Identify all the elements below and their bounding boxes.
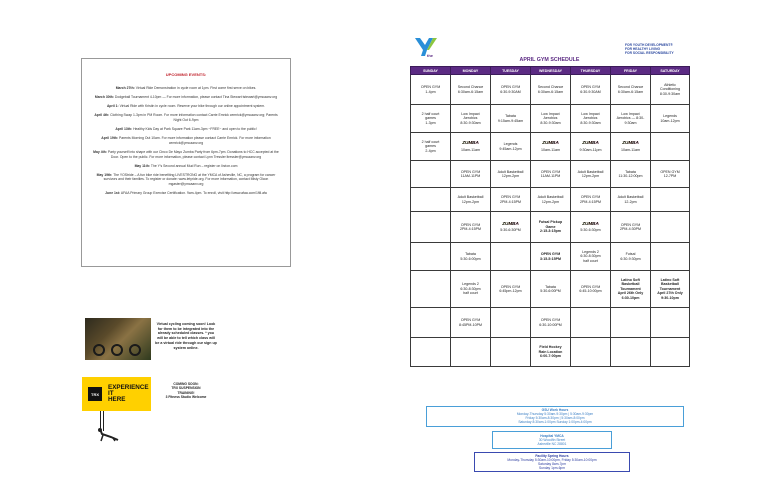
schedule-cell: Adult Basketball 12pm-2pm: [451, 188, 491, 212]
schedule-cell: Adult Basketball 12pm-2pm: [531, 188, 571, 212]
event-item: April 1: Virtual Ride with Kristin in cycle room. Reserve your bike through our online appointment system.: [106, 103, 266, 108]
schedule-row: [411, 75, 690, 105]
events-list: [90, 86, 282, 196]
schedule-cell: Athletic Conditioning 8:30-9:30am: [651, 75, 690, 105]
schedule-cell: Legends 2 6:30-8:30pm half court: [571, 243, 611, 271]
schedule-cell: [611, 338, 651, 367]
schedule-cell: OPEN GYM 12-7PM: [651, 161, 690, 188]
schedule-cell: OPEN GYM 6:30-10:00PM: [531, 308, 571, 338]
schedule-cell: [611, 308, 651, 338]
schedule-cell: 2 half court games 1-3pm: [411, 105, 451, 133]
schedule-cell: Legends 2 6:30-8:30pm half court: [451, 271, 491, 308]
schedule-cell: ZUMBA 5:30-6:30pm: [571, 212, 611, 243]
schedule-row: [411, 271, 690, 308]
schedule-cell: Tabata 9:15am-9:45am: [491, 105, 531, 133]
schedule-cell: [411, 161, 451, 188]
schedule-cell: [651, 188, 690, 212]
schedule-cell: Latino Soft Basketball Tournament April 26th Only 6:30-10pm: [611, 271, 651, 308]
zumba-logo-icon: ZUMBA: [542, 140, 559, 146]
schedule-cell: [411, 338, 451, 367]
schedule-row: [411, 161, 690, 188]
event-item: April 4th: Clothing Swap 1-3pm in PM Room. For more information contact Carrie Emrick cemrick@ymcaanv.org; Parents Night Out 6-9pm: [94, 113, 278, 122]
schedule-cell: Low Impact Aerobics 8:30-9:30am: [531, 105, 571, 133]
trx-text: COMING SOON: TRX SUSPENSION TRAINING! 3 Fitness Studio Welcome: [165, 382, 207, 399]
schedule-title: APRIL GYM SCHEDULE: [519, 57, 580, 63]
schedule-cell: Legends 9:45am-12pm: [491, 133, 531, 161]
schedule-cell: OPEN GYM 8:45PM-10PM: [451, 308, 491, 338]
zumba-logo-icon: ZUMBA: [582, 140, 599, 146]
schedule-cell: OPEN GYM 6:30-9:30AM: [491, 75, 531, 105]
schedule-cell: OPEN GYM 2PM-4:15PM: [451, 212, 491, 243]
schedule-cell: Adult Basketball 12pm-2pm: [491, 161, 531, 188]
zumba-logo-icon: ZUMBA: [502, 220, 519, 226]
schedule-cell: ZUMBA 10am-11am: [451, 133, 491, 161]
schedule-cell: Second Chance 6:30am-6:15am: [531, 75, 571, 105]
day-header: SATURDAY: [651, 67, 690, 75]
zumba-logo-icon: ZUMBA: [622, 140, 639, 146]
schedule-cell: OPEN GYM 11AM-11PM: [531, 161, 571, 188]
schedule-cell: OPEN GYM 6:45pm-12pm: [491, 271, 531, 308]
schedule-cell: Low Impact Aerobics 8:30-9:30am: [571, 105, 611, 133]
schedule-row: [411, 188, 690, 212]
schedule-cell: Latino Soft Basketball Tournament April 27th Only 9:30-10pm: [651, 271, 690, 308]
schedule-cell: OPEN GYM 2PM-4:15PM: [571, 188, 611, 212]
schedule-cell: Field Hockey Rain Location 6:00-7:00pm: [531, 338, 571, 367]
spring-hours-box: Facility Spring Hours Monday-Thursday 5:30am-10:00pm, Friday 5:30am-10:00pm Saturday 8am-7pm Sunday 1pm-6pm: [474, 452, 630, 472]
cycling-text: Virtual cycling coming soon! Look for them to be integrated into the already scheduled classes. * you will be able to tell which class will be a virtual ride through our sign up system online.: [155, 322, 217, 350]
schedule-cell: Tabata 5:30-6:00PM: [531, 271, 571, 308]
upcoming-events-panel: [81, 58, 291, 267]
schedule-cell: [411, 212, 451, 243]
gym-schedule-table: [410, 66, 690, 367]
schedule-cell: [571, 308, 611, 338]
schedule-cell: OPEN GYM 2PM-4:15PM: [491, 188, 531, 212]
trx-person-icon: [95, 428, 121, 442]
schedule-cell: Adult Basketball 12pm-2pm: [571, 161, 611, 188]
schedule-cell: OPEN GYM 6:45-10:00pm: [571, 271, 611, 308]
schedule-cell: Adult Basketball 12-2pm: [611, 188, 651, 212]
schedule-cell: Low Impact Aerobics 8:30-9:30am: [451, 105, 491, 133]
schedule-cell: ZUMBA 9:30am-11pm: [571, 133, 611, 161]
schedule-cell: [411, 308, 451, 338]
gsu-hours-box: GSU Work Hours Monday-Thursday 5:30am-9:30pm | 5:30am-9:30pm Friday 5:30am-8:30pm | 5:30am-8:00pm Saturday 8:30am-1:00pm Sunday 1:00pm-4:00pm: [426, 406, 684, 427]
ymca-tagline: FOR YOUTH DEVELOPMENT® FOR HEALTHY LIVING FOR SOCIAL RESPONSIBILITY: [625, 43, 674, 56]
event-item: June 1st: AFAA Primary Group Exercise Certification. 9am-4pm. To enroll, visit http://www.afaa.com/1fill.afa: [105, 191, 267, 196]
schedule-row: [411, 243, 690, 271]
event-item: April 13th: Healthy Kids Day at Park Square Park 11am-3pm ~FREE~ and open to the public!: [115, 126, 257, 131]
day-header: THURSDAY: [571, 67, 611, 75]
trx-logo: TRX: [88, 387, 102, 401]
event-item: March 27th: Virtual Ride Demonstration in cycle room at 1pm. First come first serve on bikes.: [115, 85, 257, 90]
day-header: WEDNESDAY: [531, 67, 571, 75]
schedule-cell: OPEN GYM 11AM-11PM: [451, 161, 491, 188]
schedule-cell: [411, 188, 451, 212]
schedule-cell: ZUMBA 10am-11am: [531, 133, 571, 161]
zumba-logo-icon: ZUMBA: [462, 140, 479, 146]
events-title: UPCOMING EVENTS:: [165, 72, 207, 77]
event-item: May 19th: The YOStride – A fun bike ride benefiting LIVESTRONG at the YMCA of Asheville, NC, a program for cancer survivors and their families. To register or donate: www.letyride.org. For more information, contact Misty Olcon mgaster@ymcaanv.org: [96, 172, 276, 187]
schedule-cell: [491, 308, 531, 338]
schedule-cell: Legends 10am-12pm: [651, 105, 690, 133]
schedule-row: [411, 338, 690, 367]
trx-banner: [82, 377, 151, 411]
schedule-cell: [411, 243, 451, 271]
schedule-cell: [651, 338, 690, 367]
ymca-logo-icon: [413, 36, 445, 58]
schedule-cell: Tabata 11:30-12:00pm: [611, 161, 651, 188]
cycling-photo: [85, 318, 151, 360]
schedule-cell: [651, 243, 690, 271]
schedule-cell: Tabata 5:30-6:00pm: [451, 243, 491, 271]
schedule-cell: OPEN GYM 3:15-5:15PM: [531, 243, 571, 271]
schedule-row: [411, 133, 690, 161]
schedule-row: [411, 105, 690, 133]
day-header: TUESDAY: [491, 67, 531, 75]
schedule-cell: ZUMBA 5:30-6:30PM: [491, 212, 531, 243]
schedule-cell: OPEN GYM 2PM-4:30PM: [611, 212, 651, 243]
schedule-cell: Second Chance 6:30am-6:15am: [451, 75, 491, 105]
schedule-cell: [651, 308, 690, 338]
schedule-cell: Low Impact Aerobics — 8:30- 9:30am: [611, 105, 651, 133]
event-item: April 19th: Parents Morning Out 10am. For more information please contact Carrie Emrick. For more information cemrick@ymcaanv.org: [101, 136, 271, 145]
schedule-cell: [491, 338, 531, 367]
event-item: May 11th: The Y's Second annual Mud Run – register on lirzion.com: [134, 163, 238, 168]
schedule-cell: [651, 133, 690, 161]
schedule-cell: Futsal Pickup Game 2:15-3:15pm: [531, 212, 571, 243]
trx-title: EXPERIENCE IT HERE: [108, 383, 149, 404]
day-header: FRIDAY: [611, 67, 651, 75]
event-item: May 4th: Party yourself into shape with our Cinco De Mayo Zumba Party from 6pm-7pm. Donations to HCC accepted at the Door. Open to the public. For more information, please contact Lynn Tressler ltressler@ymcaanv.org: [93, 149, 279, 159]
event-item: March 30th: Dodgeball Tournament 4-10pm — For more information, please contact Tina Stewart tstewart@ymcaanv.org: [94, 94, 278, 99]
svg-text:the: the: [427, 53, 433, 58]
schedule-cell: OPEN GYM 1-4pm: [411, 75, 451, 105]
schedule-cell: Futsal 6:30-9:30pm: [611, 243, 651, 271]
day-header: MONDAY: [451, 67, 491, 75]
schedule-cell: OPEN GYM 6:30-9:30AM: [571, 75, 611, 105]
schedule-cell: 2 half court games 2-4pm: [411, 133, 451, 161]
schedule-cell: [451, 338, 491, 367]
schedule-cell: Second Chance 6:30am-6:15am: [611, 75, 651, 105]
zumba-logo-icon: ZUMBA: [582, 220, 599, 226]
schedule-row: [411, 308, 690, 338]
schedule-row: [411, 212, 690, 243]
schedule-cell: [571, 338, 611, 367]
schedule-cell: [411, 271, 451, 308]
address-box: Hospital YMCA 30 Woodfin Street Asheville NC 28801: [492, 431, 612, 449]
schedule-cell: [491, 243, 531, 271]
day-header-row: [411, 67, 690, 75]
schedule-cell: ZUMBA 10am-11am: [611, 133, 651, 161]
day-header: SUNDAY: [411, 67, 451, 75]
schedule-cell: [651, 212, 690, 243]
